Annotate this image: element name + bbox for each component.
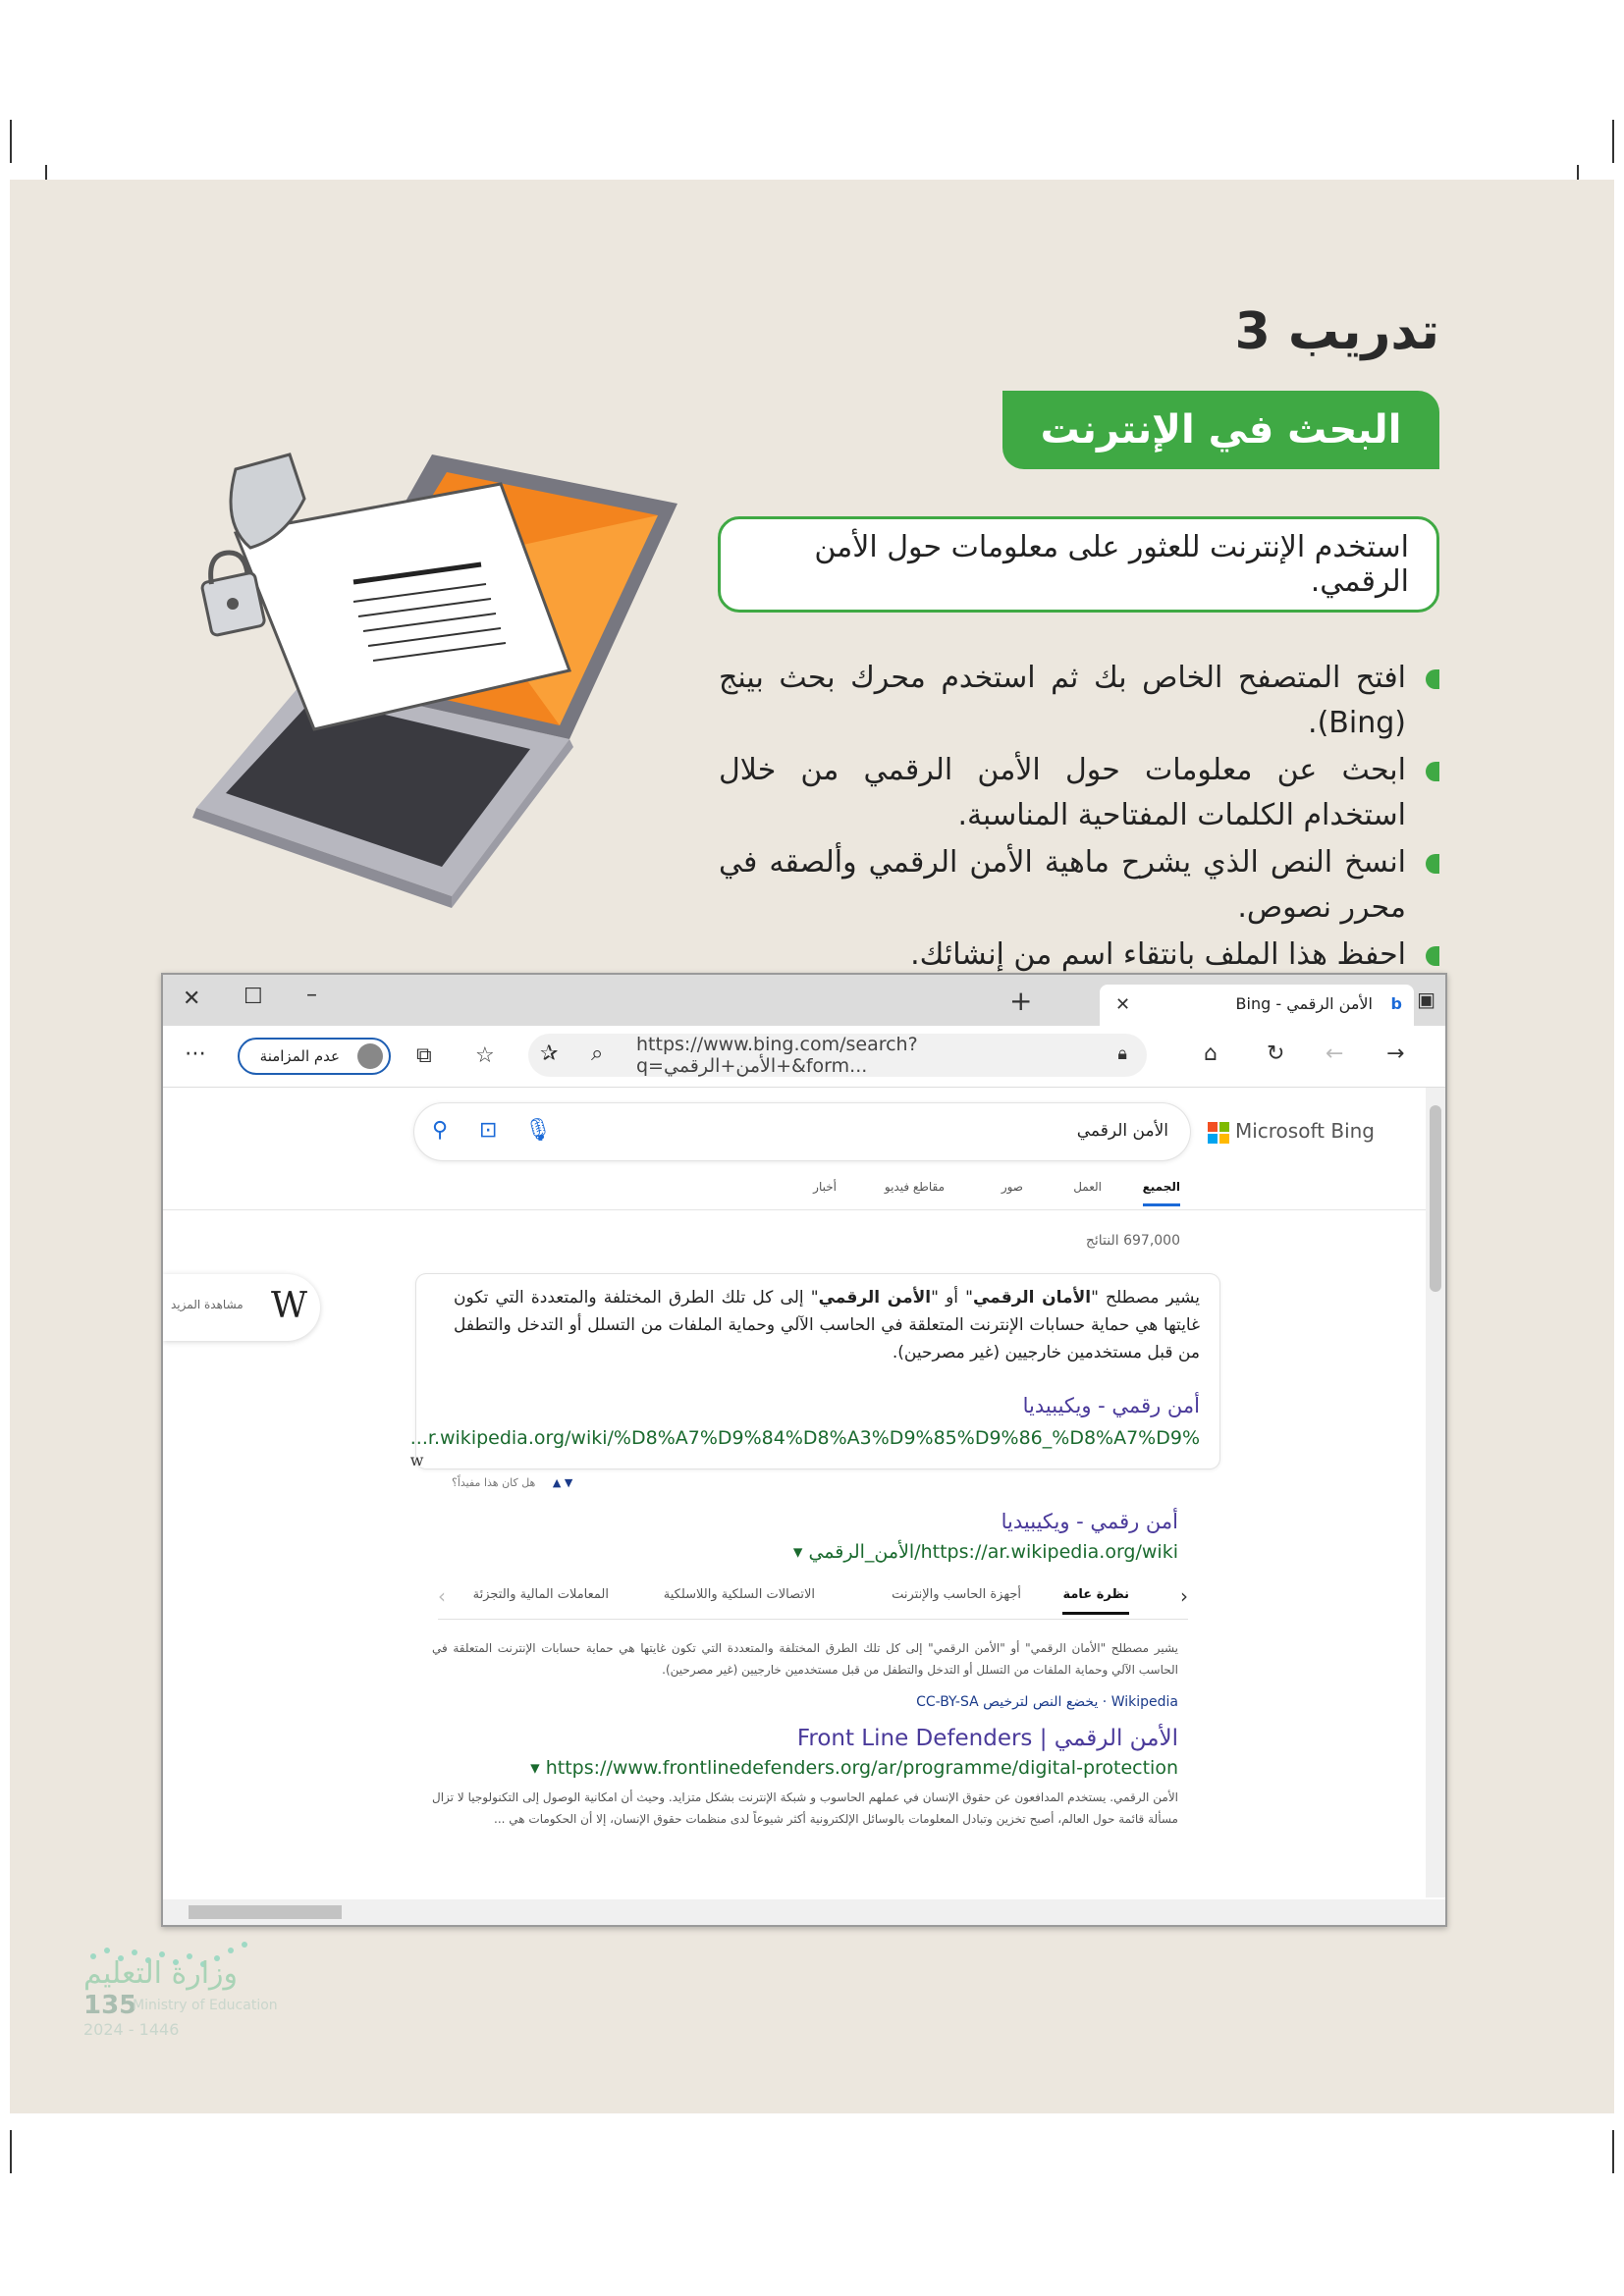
new-tab-icon[interactable]: +: [1009, 985, 1033, 1017]
laptop-security-illustration: [157, 445, 707, 926]
bing-results-page: [163, 1088, 1426, 1897]
close-tab-icon[interactable]: ✕: [1115, 994, 1131, 1015]
thumbs-up-icon[interactable]: ▲: [552, 1476, 562, 1489]
zoom-icon[interactable]: ⌕: [591, 1041, 604, 1066]
crop-mark: [1612, 2130, 1614, 2173]
bing-favicon-icon: b: [1390, 994, 1402, 1013]
subtab-telecom[interactable]: الاتصالات السلكية واللاسلكية: [663, 1587, 815, 1602]
crop-mark: [10, 120, 12, 163]
ministry-name: وزارة التعليم: [83, 1956, 239, 1991]
thumbs-down-icon[interactable]: ▼: [564, 1476, 573, 1489]
license-text: Wikipedia · يخضع النص لترخيص CC-BY-SA: [916, 1694, 1178, 1710]
textbook-page: [10, 180, 1614, 2113]
back-icon[interactable]: ←: [1326, 1041, 1344, 1066]
tab-title: الأمن الرقمي - Bing: [1235, 994, 1373, 1013]
address-bar-row: [163, 1026, 1445, 1088]
answer-text: يشير مصطلح "الأمان الرقمي" أو "الأمن الرقمي" إلى كل تلك الطرق المختلفة والمتعددة التي تكون غايتها هي حماية حسابات الإنترنت المتعلقة في الحاسب الآلي وحماية الملفات من التسلل أو التدخل والتطفل من قبل مستخدمين خارجيين (غير مصرحين).: [454, 1288, 1200, 1362]
url-text: https://www.bing.com/search?q=الأمن+الرقمي+&form...: [636, 1034, 918, 1077]
step-item: ابحث عن معلومات حول الأمن الرقمي من خلال استخدام الكلمات المفتاحية المناسبة.: [719, 748, 1406, 838]
bing-logo-text: Microsoft Bing: [1234, 1119, 1375, 1143]
url-field[interactable]: [528, 1034, 1147, 1077]
feedback-text: هل كان هذا مفيداً؟: [452, 1476, 536, 1489]
step-item: احفظ هذا الملف بانتقاء اسم من إنشائك.: [719, 933, 1406, 978]
crop-mark: [1612, 120, 1614, 163]
crop-mark: [10, 2130, 12, 2173]
refresh-icon[interactable]: ↻: [1267, 1041, 1285, 1066]
browser-tab[interactable]: [1100, 985, 1414, 1026]
search-icon[interactable]: ⚲: [432, 1118, 449, 1143]
steps-list: [719, 656, 1406, 980]
result-snippet: يشير مصطلح "الأمان الرقمي" أو "الأمن الرقمي" إلى كل تلك الطرق المختلفة والمتعددة التي تكون غايتها هي حماية حسابات الإنترنت المتعلقة في الحاسب الآلي وحماية الملفات من التسلل أو التدخل والتطفل من قبل مستخدمين خارجيين (غير مصرحين).: [432, 1641, 1178, 1677]
close-window-icon[interactable]: ✕: [183, 987, 201, 1011]
result-url[interactable]: https://ar.wikipedia.org/wiki/الأمن_الرقمي ▾: [792, 1541, 1178, 1563]
microphone-icon[interactable]: 🎙︎: [524, 1118, 552, 1143]
exercise-title: تدريب 3: [1234, 302, 1439, 361]
tab-actions-icon[interactable]: ▣: [1417, 988, 1435, 1011]
horizontal-scrollbar[interactable]: [163, 1899, 1445, 1925]
add-favorite-icon[interactable]: ✰: [540, 1041, 559, 1066]
subtab-computers[interactable]: أجهزة الحاسب والإنترنت: [892, 1587, 1021, 1602]
subtab-overview[interactable]: نظرة عامة: [1062, 1587, 1129, 1615]
tab-news[interactable]: أخبار: [813, 1180, 837, 1194]
lock-icon: 🔒︎: [1117, 1043, 1127, 1064]
scroll-thumb[interactable]: [189, 1905, 342, 1919]
search-query: الأمن الرقمي: [1076, 1121, 1168, 1141]
tab-work[interactable]: العمل: [1073, 1180, 1102, 1194]
result-title[interactable]: أمن رقمي - ويكيبيديا: [1001, 1510, 1178, 1533]
tab-videos[interactable]: مقاطع فيديو: [884, 1180, 945, 1194]
ministry-english: Ministry of Education: [133, 1998, 278, 2013]
vertical-scrollbar[interactable]: [1426, 1088, 1445, 1897]
step-item: انسخ النص الذي يشرح ماهية الأمن الرقمي وألصقه في محرر نصوص.: [719, 840, 1406, 931]
feedback-row: [438, 1476, 572, 1489]
page-number: 135: [83, 1991, 137, 2020]
tab-images[interactable]: صور: [1001, 1180, 1023, 1194]
scroll-thumb[interactable]: [1430, 1105, 1441, 1292]
sync-label: عدم المزامنة: [259, 1047, 340, 1065]
answer-link-url[interactable]: ...r.wikipedia.org/wiki/%D8%A7%D9%84%D8%A3%D9%85%D9%86_%D8%A7%D9% w: [409, 1427, 1200, 1469]
see-more-link[interactable]: مشاهدة المزيد: [171, 1298, 244, 1311]
title-bar: [163, 975, 1445, 1026]
chevron-left-icon[interactable]: ‹: [1180, 1584, 1188, 1608]
academic-year: 2024 - 1446: [83, 2020, 180, 2039]
minimize-icon[interactable]: –: [306, 983, 317, 1007]
answer-link-title[interactable]: أمن رقمي - ويكيبيديا: [1022, 1394, 1200, 1417]
step-item: افتح المتصفح الخاص بك ثم استخدم محرك بحث بينج (Bing).: [719, 656, 1406, 746]
wikipedia-side-panel[interactable]: [163, 1274, 320, 1341]
result-title[interactable]: الأمن الرقمي | Front Line Defenders: [796, 1726, 1178, 1751]
browser-window: [161, 973, 1447, 1927]
chevron-right-icon[interactable]: ›: [438, 1584, 446, 1608]
home-icon[interactable]: ⌂: [1204, 1041, 1218, 1066]
profile-avatar-icon: [357, 1043, 383, 1069]
more-menu-icon[interactable]: ⋯: [185, 1041, 206, 1066]
visual-search-icon[interactable]: ⊡: [479, 1118, 498, 1143]
results-count: 697,000 النتائج: [1085, 1233, 1180, 1249]
tab-all[interactable]: الجميع: [1143, 1180, 1180, 1206]
subtab-finance[interactable]: المعاملات المالية والتجزئة: [472, 1587, 609, 1602]
microsoft-logo-icon: [1208, 1122, 1229, 1144]
answer-card: [409, 1274, 1219, 1469]
wikipedia-w-icon: W: [271, 1286, 308, 1326]
maximize-icon[interactable]: ☐: [244, 985, 263, 1009]
collections-icon[interactable]: ⧉: [416, 1043, 432, 1068]
search-tabs: [163, 1168, 1426, 1210]
forward-icon[interactable]: →: [1386, 1041, 1405, 1066]
result-subtabs: [438, 1575, 1188, 1620]
section-ribbon: البحث في الإنترنت: [1002, 391, 1439, 469]
wikipedia-small-icon: w: [409, 1451, 424, 1469]
result-url[interactable]: ▾ https://www.frontlinedefenders.org/ar/programme/digital-protection: [530, 1757, 1178, 1779]
instruction-box: [718, 516, 1439, 613]
instruction-text: استخدم الإنترنت للعثور على معلومات حول الأمن الرقمي.: [814, 530, 1409, 599]
sync-status-button[interactable]: [238, 1038, 391, 1075]
result-snippet: الأمن الرقمي. يستخدم المدافعون عن حقوق الإنسان في عملهم الحاسوب و شبكة الإنترنت بشكل متزايد. وحيث أن امكانية الوصول إلى التكنولوجيا لا تزال مسألة قائمة حول العالم، أصبح تخزين وتبادل المعلومات بالوسائل الإلكترونية أكثر شيوعاً لدى منظمات حقوق الإنسان، إلا أن الحكومات هي ...: [432, 1790, 1178, 1826]
bing-logo: [1208, 1119, 1375, 1144]
favorites-icon[interactable]: ☆: [475, 1043, 495, 1068]
search-input[interactable]: [414, 1103, 1190, 1160]
